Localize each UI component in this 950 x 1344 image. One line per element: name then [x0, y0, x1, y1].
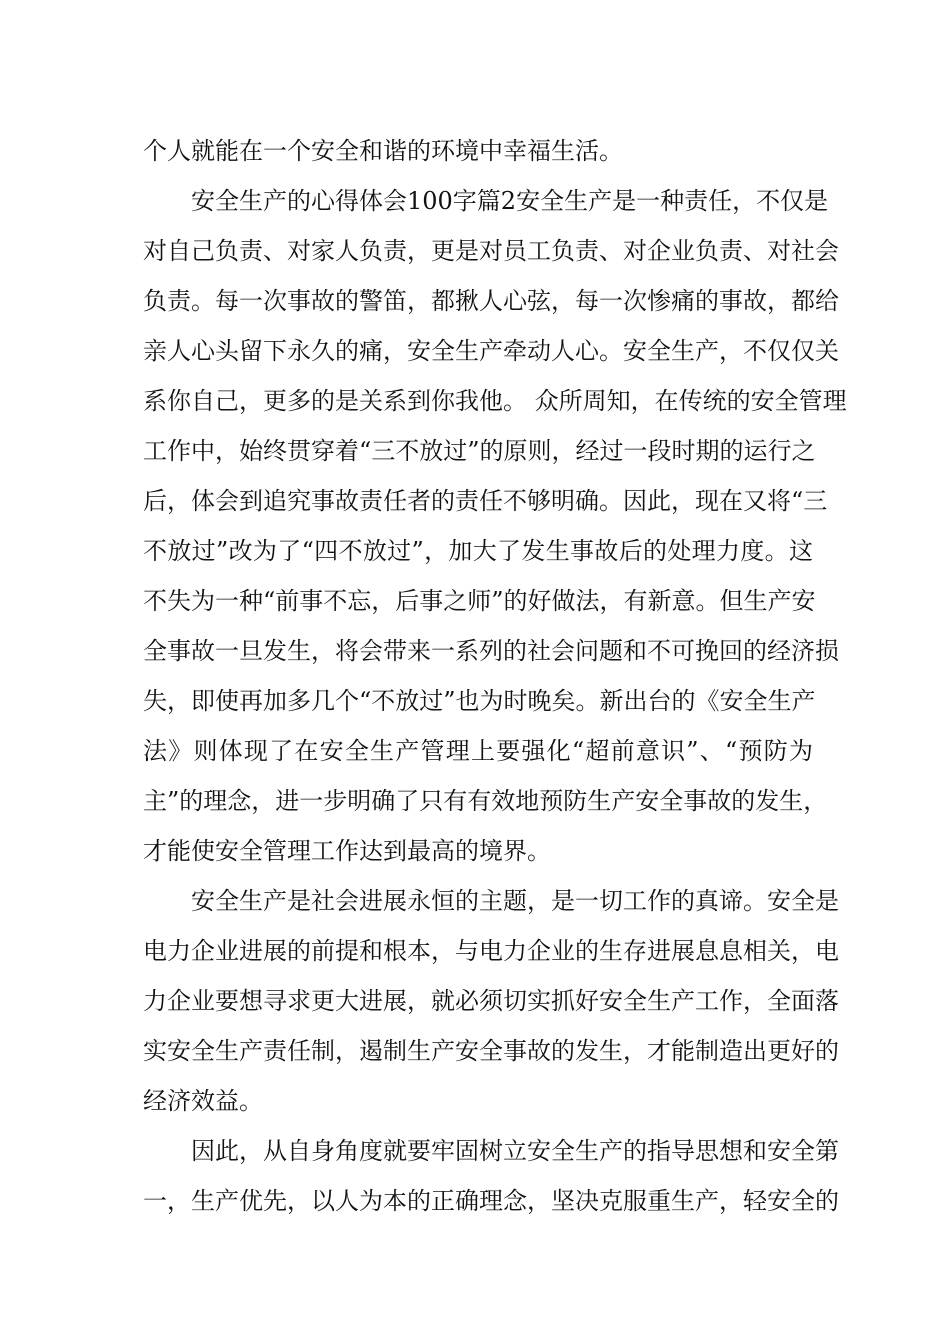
- text-line: 不失为一种“前事不忘，后事之师”的好做法，有新意。但生产安: [143, 587, 816, 615]
- text-line: 个人就能在一个安全和谐的环境中幸福生活。: [143, 137, 623, 165]
- text-line: 全事故一旦发生，将会带来一系列的社会问题和不可挽回的经济损: [143, 637, 839, 665]
- text-line: 实安全生产责任制，遏制生产安全事故的发生，才能制造出更好的: [143, 1037, 839, 1065]
- text-line: 一，生产优先，以人为本的正确理念，坚决克服重生产，轻安全的: [143, 1187, 839, 1215]
- text-line: 不放过”改为了“四不放过”，加大了发生事故后的处理力度。这: [143, 537, 813, 565]
- text-line: 经济效益。: [143, 1087, 263, 1115]
- text-line: 负责。每一次事故的警笛，都揪人心弦，每一次惨痛的事故，都给: [143, 287, 839, 315]
- text-line: 才能使安全管理工作达到最高的境界。: [143, 837, 551, 865]
- text-line: 亲人心头留下永久的痛，安全生产牵动人心。安全生产，不仅仅关: [143, 337, 839, 365]
- text-line: 安全生产是社会进展永恒的主题，是一切工作的真谛。安全是: [191, 887, 839, 915]
- text-line: 因此，从自身角度就要牢固树立安全生产的指导思想和安全第: [191, 1137, 839, 1165]
- text-line: 工作中，始终贯穿着“三不放过”的原则，经过一段时期的运行之: [143, 437, 816, 465]
- text-line: 系你自己，更多的是关系到你我他。 众所周知，在传统的安全管理: [143, 387, 847, 415]
- text-line: 对自己负责、对家人负责，更是对员工负责、对企业负责、对社会: [143, 237, 839, 265]
- text-line: 失，即使再加多几个“不放过”也为时晚矣。新出台的《安全生产: [143, 687, 816, 715]
- text-line: 安全生产的心得体会100字篇2安全生产是一种责任，不仅是: [191, 187, 829, 215]
- text-line: 后，体会到追究事故责任者的责任不够明确。因此，现在又将“三: [143, 487, 828, 515]
- text-line: 力企业要想寻求更大进展，就必须切实抓好安全生产工作，全面落: [143, 987, 839, 1015]
- text-line: 电力企业进展的前提和根本，与电力企业的生存进展息息相关，电: [143, 937, 839, 965]
- text-line: 法》则体现了在安全生产管理上要强化“超前意识”、“预防为: [143, 737, 813, 765]
- text-line: 主”的理念，进一步明确了只有有效地预防生产安全事故的发生，: [143, 787, 828, 815]
